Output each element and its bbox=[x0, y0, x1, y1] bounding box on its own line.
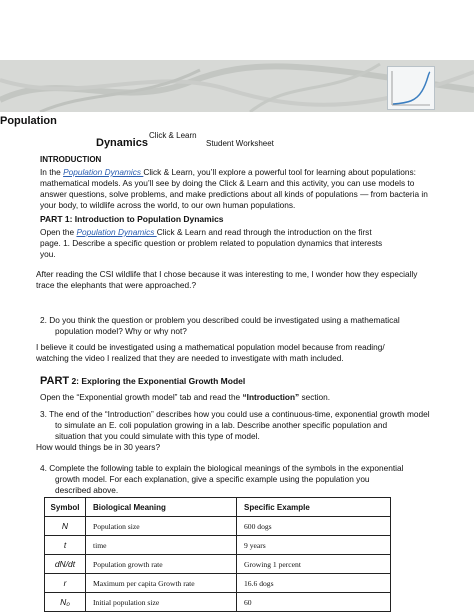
intro-line-2: mathematical models. As you’ll see by doing the Click & Learn and this activity, you can use models to bbox=[40, 178, 415, 188]
intro-heading: INTRODUCTION bbox=[40, 155, 102, 164]
answer-1-line-1: After reading the CSI wildlife that I chose because it was interesting to me, I wonder how they especially bbox=[36, 269, 418, 279]
question-4-line-1: 4. Complete the following table to explain the biological meanings of the symbols in the exponential bbox=[40, 463, 404, 473]
meaning-cell[interactable]: Population size bbox=[86, 517, 237, 536]
answer-2-line-1: I believe it could be investigated using a mathematical population model because from reading/ bbox=[36, 342, 385, 352]
part2-heading bbox=[40, 376, 245, 387]
part2-open-bold: “Introduction” bbox=[242, 392, 300, 402]
intro-line-3: answer questions, solve problems, and make predictions about all kinds of populations — from bacteria in bbox=[40, 189, 428, 199]
table-row bbox=[45, 517, 391, 536]
title-word-population: Population bbox=[0, 115, 57, 127]
part2-title: 2: Exploring the Exponential Growth Model bbox=[71, 376, 246, 386]
meaning-cell[interactable]: Initial population size bbox=[86, 593, 237, 612]
title-subtitle: Student Worksheet bbox=[206, 139, 274, 148]
symbol-meaning-table bbox=[44, 497, 391, 612]
question-1: page. 1. Describe a specific question or problem related to population dynamics that interests bbox=[40, 238, 383, 248]
example-cell[interactable]: 16.6 dogs bbox=[237, 574, 391, 593]
example-cell[interactable]: 600 dogs bbox=[237, 517, 391, 536]
question-4-line-2: growth model. For each explanation, give a specific example using the population you bbox=[55, 474, 370, 484]
meaning-cell[interactable]: Maximum per capita Growth rate bbox=[86, 574, 237, 593]
table-row bbox=[45, 593, 391, 612]
symbol-cell: dN/dt bbox=[45, 555, 86, 574]
example-cell[interactable]: 9 years bbox=[237, 536, 391, 555]
intro-text: Click & Learn, you’ll explore a powerful tool for learning about populations: bbox=[143, 167, 416, 177]
question-4-line-3: described above. bbox=[55, 485, 119, 495]
example-cell[interactable]: 60 bbox=[237, 593, 391, 612]
intro-line-4: your body, to wildlife across the world, to our own human populations. bbox=[40, 200, 296, 210]
symbol-cell: t bbox=[45, 536, 86, 555]
population-dynamics-link-2[interactable]: Population Dynamics bbox=[76, 227, 157, 237]
table-row bbox=[45, 574, 391, 593]
intro-pre: In the bbox=[40, 167, 64, 177]
part2-open-post: section. bbox=[299, 392, 331, 402]
question-3-line-1: 3. The end of the “Introduction” describes how you could use a continuous-time, exponential growth model bbox=[40, 409, 430, 419]
table-row bbox=[45, 555, 391, 574]
population-dynamics-link[interactable]: Population Dynamics bbox=[63, 167, 144, 177]
header-meaning: Biological Meaning bbox=[86, 498, 237, 517]
answer-3: How would things be in 30 years? bbox=[36, 442, 161, 452]
part1-heading: PART 1: Introduction to Population Dynamics bbox=[40, 214, 224, 224]
title-word-dynamics: Dynamics bbox=[96, 137, 148, 149]
question-2-line-1: 2. Do you think the question or problem you described could be investigated using a mathematical bbox=[40, 315, 400, 325]
question-3-line-3: situation that you could simulate with this type of model. bbox=[55, 431, 260, 441]
growth-curve-icon bbox=[388, 67, 434, 109]
part1-open-rest: Click & Learn and read through the introduction on the first bbox=[156, 227, 372, 237]
symbol-cell: r bbox=[45, 574, 86, 593]
part2-open-pre: Open the “Exponential growth model” tab and read the bbox=[40, 392, 243, 402]
part1-open-pre: Open the bbox=[40, 227, 77, 237]
table-header-row bbox=[45, 498, 391, 517]
part2-word: PART bbox=[40, 375, 70, 387]
answer-2-line-2: watching the video I realized that they are needed to investigate with math included. bbox=[36, 353, 344, 363]
header-example: Specific Example bbox=[237, 498, 391, 517]
question-3-line-2: to simulate an E. coli population growing in a lab. Describe another specific population and bbox=[55, 420, 388, 430]
part1-open-line bbox=[40, 227, 372, 238]
question-2-line-2: population model? Why or why not? bbox=[55, 326, 187, 336]
title-superscript: Click & Learn bbox=[149, 131, 197, 140]
meaning-cell[interactable]: time bbox=[86, 536, 237, 555]
header-symbol: Symbol bbox=[45, 498, 86, 517]
symbol-cell: N₀ bbox=[45, 593, 86, 612]
question-1-end: you. bbox=[40, 249, 56, 259]
symbol-cell: N bbox=[45, 517, 86, 536]
example-cell[interactable]: Growing 1 percent bbox=[237, 555, 391, 574]
part2-open-line bbox=[40, 392, 330, 403]
intro-line-1 bbox=[40, 167, 416, 178]
answer-1-line-2: trace the elephants that were approached.? bbox=[36, 280, 197, 290]
meaning-cell[interactable]: Population growth rate bbox=[86, 555, 237, 574]
table-row bbox=[45, 536, 391, 555]
growth-curve-thumbnail bbox=[387, 66, 435, 110]
